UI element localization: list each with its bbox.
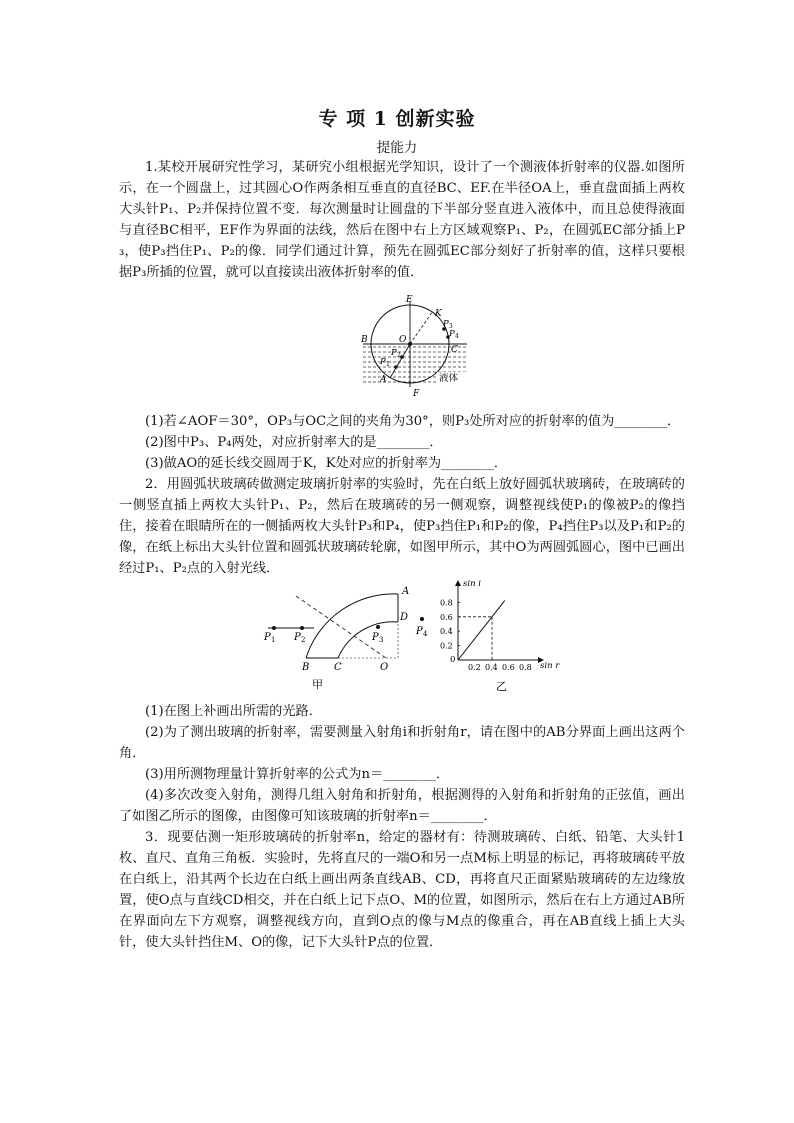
label-liquid: 液体 [439,373,459,384]
q1-sub2: (2)图中P₃、P₄两处，对应折射率大的是________． [145,435,443,450]
label-o: O [399,335,407,345]
q1-stem: 1.某校开展研究性学习，某研究小组根据光学知识，设计了一个测液体折射率的仪器.如图所示，在一个圆盘上，过其圆心O作两条相互垂直的直径BC、EF.在半径OA上，垂直盘面插上两枚大头针P₁、P₂并保持位置不变．每次测量时让圆盘的下半部分竖直进入液体中，而且总使得液面与直径BC相平，EF作为界面的法线，然后在图中右上方区域观察P₁、P₂，在圆弧EC部分插上P₃，使P₃挡住P₁、P₂的像．同学们通过计算，预先在圆弧EC部分刻好了折射率的值，这样只要根据P₃所插的位置，就可以直接读出液体折射率的值． [119,160,685,280]
label-e: E [406,295,413,305]
q1-figure [355,292,480,398]
y-tick-label: 0.4 [440,627,453,637]
jia-label-c: C [334,662,342,673]
label-f: F [413,389,420,398]
pin-p2 [300,626,304,630]
q2-sub1: (1)在图上补画出所需的光路． [145,704,322,719]
jia-label-p4: P [416,626,423,637]
center-point [408,342,412,346]
y-axis-label: sin i [463,580,481,589]
q2-stem: 2．用圆弧状玻璃砖做测定玻璃折射率的实验时，先在白纸上放好圆弧状玻璃砖，在玻璃砖的一侧竖直插上两枚大头针P₁、P₂，然后在玻璃砖的另一侧观察，调整视线使P₁的像被P₂的像挡住，接着在眼睛所在的一侧插两枚大头针P₃和P₄，使P₃挡住P₁和P₂的像，P₄挡住P₃以及P₁和P₂的像，在纸上标出大头针位置和圆弧状玻璃砖轮廓，如图甲所示，其中O为两圆弧圆心，图中已画出经过P₁、P₂点的入射光线． [119,477,685,576]
jia-label-p4-sub: 4 [423,630,428,638]
q2-sub3: (3)用所测物理量计算折射率的公式为n＝________． [145,767,450,782]
outer-arc [306,594,398,658]
label-a: A [380,375,387,385]
x-tick-label: 0.2 [468,663,481,672]
jia-label-p1-sub: 1 [271,636,276,644]
label-p3-sub: 3 [449,323,453,330]
x-tick-label: 0.4 [485,663,498,672]
q1-sub3: (3)做AO的延长线交圆周于K，K处对应的折射率为________． [145,456,508,471]
label-p4: P [449,329,455,339]
q3-stem: 3．现要估测一矩形玻璃砖的折射率n，给定的器材有：待测玻璃砖、白纸、铅笔、大头针1枚、直尺、直角三角板．实验时，先将直尺的一端O和另一点M标上明显的标记，再将玻璃砖平放在白纸上，沿其两个长边在白纸上画出两条直线AB、CD，再将直尺正面紧贴玻璃砖的左边缘放置，使O点与直线CD相交，并在白纸上记下点O、M的位置，如图所示，然后在右上方通过AB所在界面向左下方观察，调整视线方向，直到O点的像与M点的像重合，再在AB直线上插上大头针，使大头针挡住M、O的像，记下大头针P点的位置． [119,830,685,950]
x-axis-label: sin r [540,661,560,671]
label-p2-sub: 2 [397,352,401,359]
jia-label-p2-sub: 2 [301,636,306,644]
jia-label-d: D [400,612,409,623]
jia-caption: 甲 [312,678,323,691]
jia-label-b: B [302,662,310,673]
yi-caption: 乙 [496,680,507,693]
jia-label-o: O [380,662,389,673]
page-title: 专 项 1 创新实验 [318,108,476,130]
q2-figure-jia [258,582,438,692]
label-p1-sub: 1 [386,361,390,368]
pin-p1 [272,626,276,630]
jia-label-p3: P [372,632,379,643]
section-subtitle: 提能力 [376,140,418,156]
y-tick-label: 0.8 [440,598,453,608]
label-c: C [451,345,458,355]
pin-p4 [420,617,424,621]
label-k: K [435,309,442,319]
jia-label-a: A [402,586,410,597]
y-tick-label: 0.2 [440,641,453,651]
q2-sub4: (4)多次改变入射角，测得几组入射角和折射角，根据测得的入射角和折射角的正弦值，画出了如图乙所示的图像，由图像可知该玻璃的折射率n＝________． [119,788,685,824]
series-line [458,601,505,660]
jia-label-p3-sub: 3 [379,636,384,644]
y-tick-label: 0.6 [440,612,453,622]
jia-label-p1: P [264,632,271,643]
inner-arc [338,622,398,658]
label-p2: P [391,348,397,358]
label-p4-sub: 4 [455,333,459,340]
origin-label: 0 [450,655,456,665]
jia-label-p2: P [294,632,301,643]
q1-sub1: (1)若∠AOF＝30°，OP₃与OC之间的夹角为30°，则P₃处所对应的折射率的值为________． [145,414,681,429]
x-tick-label: 0.8 [519,663,532,672]
label-p1: P [380,357,386,367]
label-b: B [361,335,368,345]
x-tick-label: 0.6 [502,663,515,672]
label-p3: P [443,319,449,329]
q2-sub2: (2)为了测出玻璃的折射率，需要测量入射角i和折射角r，请在图中的AB分界面上画出这两个角． [119,725,685,761]
y-axis-arrow [455,580,461,586]
line-ok [410,311,433,344]
q2-chart-yi [428,580,563,694]
pin-p1 [394,365,398,369]
pin-p3 [376,625,380,629]
